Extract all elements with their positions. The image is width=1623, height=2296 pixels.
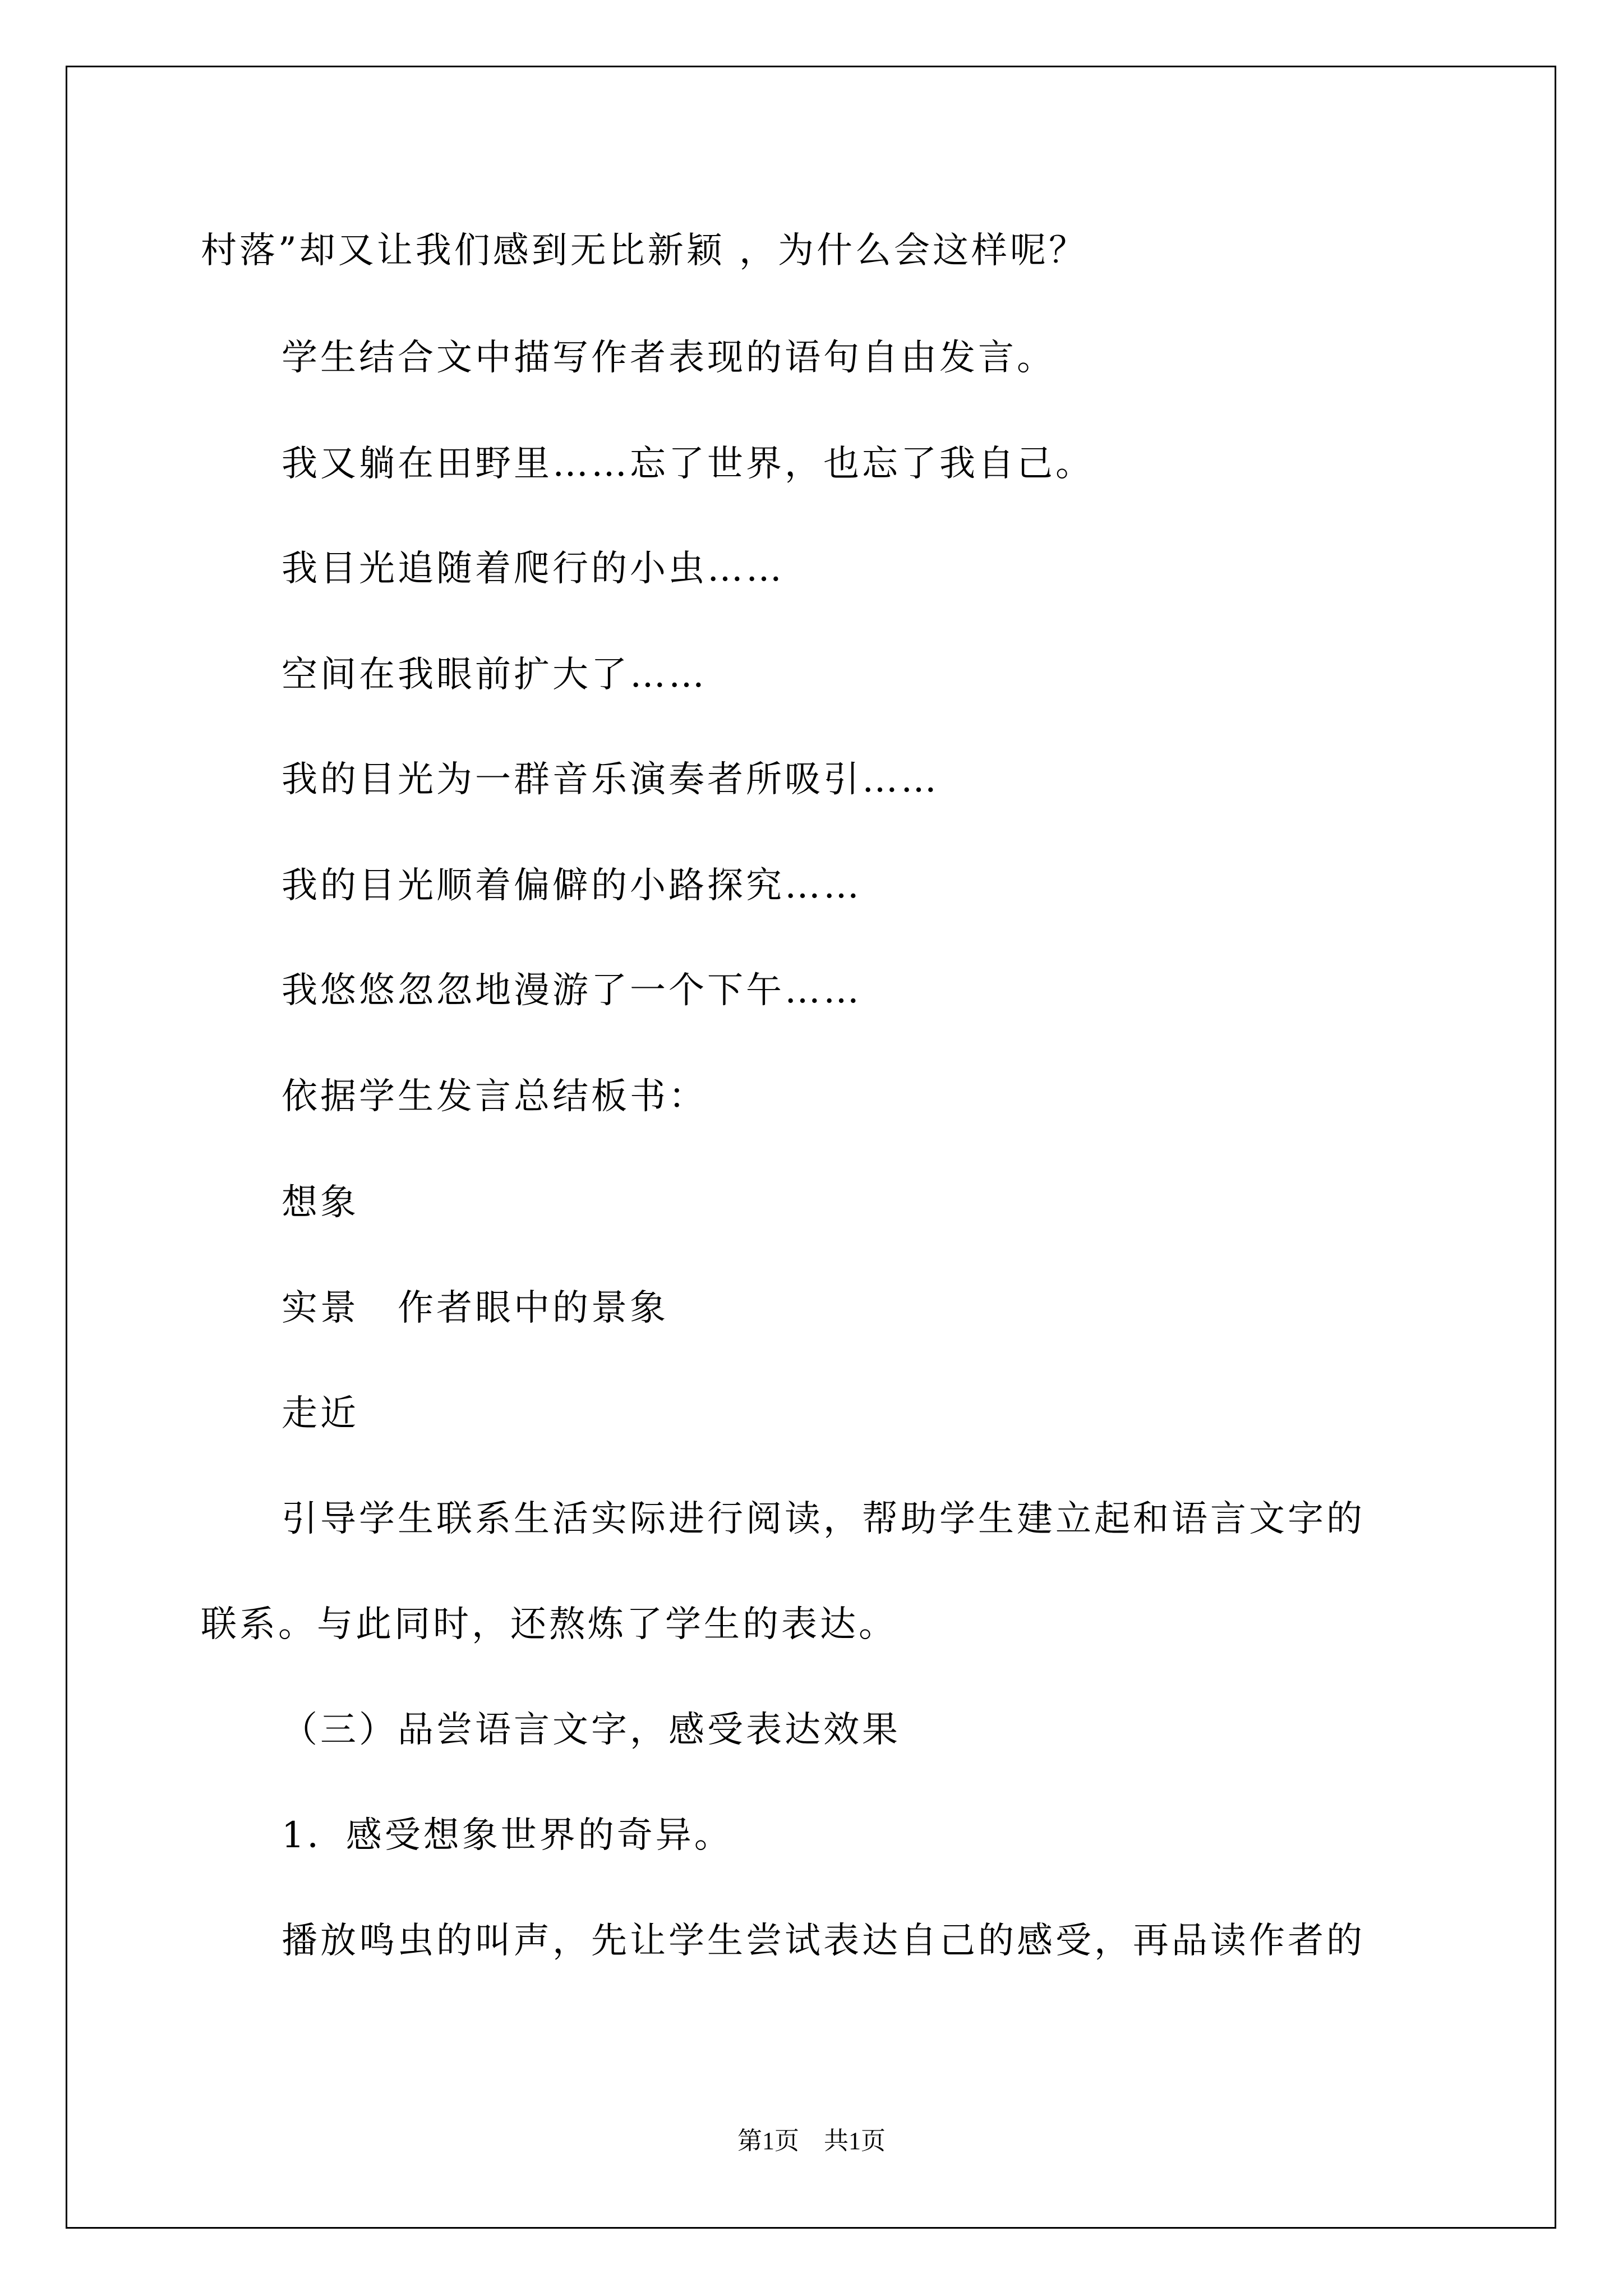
text-line-10: 想象: [282, 1182, 359, 1223]
text-line-14: 联系。与此同时，还熬炼了学生的表达。: [201, 1604, 897, 1645]
text-line-17: 播放鸣虫的叫声，先让学生尝试表达自己的感受，再品读作者的: [282, 1920, 1365, 1962]
text-line-4: 我目光追随着爬行的小虫……: [282, 548, 785, 590]
text-line-9: 依据学生发言总结板书：: [282, 1076, 707, 1117]
text-line-2: 学生结合文中描写作者表现的语句自由发言。: [282, 337, 1055, 379]
text-line-1: 村落”却又让我们感到无比新颖 ，为什么会这样呢？: [201, 230, 1088, 272]
text-line-3: 我又躺在田野里……忘了世界，也忘了我自己。: [282, 443, 1094, 485]
text-line-8: 我悠悠忽忽地漫游了一个下午……: [282, 970, 862, 1011]
text-line-13: 引导学生联系生活实际进行阅读，帮助学生建立起和语言文字的: [282, 1498, 1365, 1540]
page-border: [66, 66, 1556, 2229]
text-line-7: 我的目光顺着偏僻的小路探究……: [282, 865, 862, 907]
text-line-6: 我的目光为一群音乐演奏者所吸引……: [282, 759, 939, 800]
text-line-12: 走近: [282, 1393, 359, 1434]
text-line-11: 实景 作者眼中的景象: [282, 1287, 668, 1329]
text-line-15: （三）品尝语言文字，感受表达效果: [282, 1709, 901, 1751]
page-footer: 第1页 共1页: [737, 2127, 886, 2155]
text-line-16: 1．感受想象世界的奇异。: [282, 1815, 733, 1856]
text-line-5: 空间在我眼前扩大了……: [282, 654, 707, 696]
